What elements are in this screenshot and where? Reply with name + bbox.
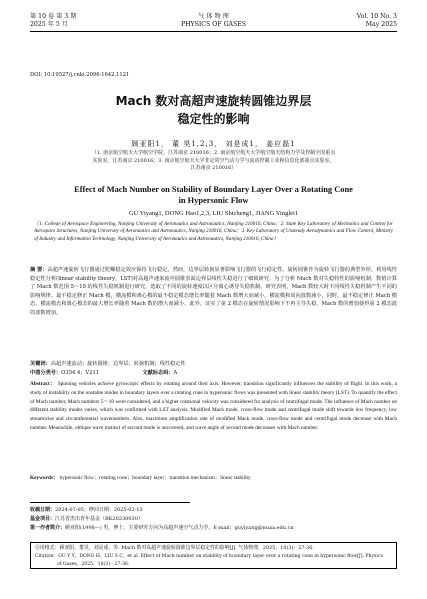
title-en-line1: Effect of Mach Number on Stability of Boundary Layer Over a Rotating Cone xyxy=(74,185,353,194)
issue-date-en: May 2025 xyxy=(365,21,397,28)
title-cn-line2: 稳定性的影响 xyxy=(177,112,250,126)
affiliations-cn xyxy=(40,150,387,173)
journal-issue-en xyxy=(357,13,397,29)
received-label: 收稿日期： xyxy=(30,507,56,513)
fund xyxy=(30,515,143,523)
citation-cn: 引用格式：顾亚阳，董昊，刘是成，等. Mach 数对高超声速旋转圆锥边界层稳定性的影响[J]. 气体物理，2025，10(3)：27-36. xyxy=(35,545,314,551)
title-en-line2: in Hypersonic Flow xyxy=(178,196,249,205)
volume-issue: 第 10 卷 第 3 期 xyxy=(30,13,77,20)
abstract-cn-text: 高超声速旋转飞行器通过陀螺稳定效应保持飞行稳定。然而，边界层转捩显著影响飞行器的飞行稳定性。旋转圆锥作为旋转飞行器的典型外形，利用线性稳定性分析(linear stability theory，LST)对高超声速来流中圆锥表面边界层线性失稳进行了细致研究。为了分析 Mach 数对失稳特性的影响机制，数值计算了 Mach 数范围 5～10 的线性失稳机制进行研究，选取了不同的旋转速度以区分离心诱导失稳机制。研究表明，Mach 数较大时不同线性失稳机制产生不同的影响规律。最不稳定修正 Mach 模，横流模和离心模的最不稳定模态增长率随着 Mach 数增大而减小，横流模和周向波数减小，同时，最不稳定修正 Mach 模态、横流模态和离心模态的最大增长率随着 Mach 数的增大而减小。此外，证实了第 2 模态在旋转情况影响下不再主导失稳，Mach 数的增加使得第 2 模态波的波数增加。 xyxy=(30,267,397,316)
volume-issue-en: Vol. 10 No. 3 xyxy=(356,13,397,20)
journal-name xyxy=(150,13,277,29)
journal-issue xyxy=(30,13,76,29)
citation-box xyxy=(30,542,397,569)
abstract-en-text: Spinning vehicles achieve gyroscopic effects by rotating around their axis. However, transition significantly influences the stability of flight. In this work, a study of instability on the unstable modes in boundary layers over a rotating cone in hypersonic flows was presented with linear stability theory (LST). To quantify the effect of Mach number, Mach numbers 5～10 were considered, and a higher rotational velocity was considered for analysis of centrifugal mode. The influence of Mach number on different stability modes varies, which was confirmed with LST analysis. Modified Mack mode, cross-flow mode and centrifugal mode shift towards low frequency, low streamwise and circumferential wavenumbers. Also, maximum amplification rate of modified Mack mode, cross-flow mode and centrifugal mode decrease with Mach number. Meanwhile, oblique wave instinct of second mode is uncovered, and wave angle of second mode decreases with Mach number. xyxy=(30,381,397,431)
fund-value: 江苏省杰出青年基金（BK20230030） xyxy=(55,516,143,522)
doc-code-label: 文献标志码： xyxy=(142,370,174,376)
received-date xyxy=(30,506,143,514)
abstract-en xyxy=(30,380,397,433)
keywords-cn-label: 关键词： xyxy=(30,361,51,367)
author-bio xyxy=(30,524,294,532)
affiliation-line: 实验室，江苏南京 210016；3. 南京航空航天大学非定常空气动力学与流动控制工业和信息化部重点实验室， xyxy=(92,157,335,164)
bio-value: 顾亚阳(1998—) 男，博士，主要研究方向为高超声速空气动力学。E-mail：guyiyang@nuaa.edu.cn xyxy=(65,525,294,531)
clc-value: O354.4；V211 xyxy=(61,370,100,376)
journal-name-cn: 气 体 物 理 xyxy=(198,13,229,20)
doi: DOI: 10.19527/j.cnki.2096-1642.1121 xyxy=(30,72,130,78)
keywords-en-text: hypersonic flow；rotating cone；boundary layer；transition mechanism；linear stability xyxy=(59,475,251,481)
affiliations-en: （1. College of Aerospace Engineering, Nanjing University of Aeronautics and Astronautics, Nanjing 210016, China；2. State Key Laboratory of Mechanics and Control for Aerospace Structures, Nanjing University of Aeronautics and Astronautics, Nanjing 210016, China；3. Key Laboratory of Unsteady Aerodynamics and Flow Control, Ministry of Industry and Information Technology, Nanjing University of Aeronautics and Astronautics, Nanjing 210016, China） xyxy=(34,221,393,242)
keywords-en-label: Keywords： xyxy=(30,475,59,481)
clc-label: 中图分类号： xyxy=(30,370,62,376)
keywords-cn xyxy=(30,360,397,369)
footnote-rule xyxy=(30,502,190,503)
citation-en-cont: of Gases，2025，10(3)：27-36. xyxy=(57,562,130,568)
abstract-cn xyxy=(30,266,397,317)
received-value: 2024-07-05；修回日期：2025-02-13 xyxy=(55,507,143,513)
journal-name-en: PHYSICS OF GASES xyxy=(180,21,246,28)
authors-cn: 顾亚阳1， 董 昊1,2,3， 刘是成1， 姜应磊1 xyxy=(131,140,296,148)
keywords-cn-text: 高超声速流动；旋转圆锥；边界层；转捩机制；线性稳定性 xyxy=(50,361,186,367)
affiliation-line: （1. 南京航空航天大学航空学院，江苏南京 210016；2. 南京航空航天大学航空航天结构力学及控制全国重点 xyxy=(91,150,336,156)
title-en xyxy=(40,184,387,206)
issue-date: 2025 年 5 月 xyxy=(30,21,68,28)
doc-code-value: A xyxy=(173,370,178,376)
keywords-en xyxy=(30,474,397,483)
classification-cn xyxy=(30,369,397,378)
fund-label: 基金项目： xyxy=(30,516,56,522)
abstract-en-label: Abstract： xyxy=(30,381,56,387)
abstract-cn-label: 摘 要： xyxy=(30,267,48,273)
header-rule xyxy=(30,31,397,32)
title-cn-line1: Mach 数对高超声速旋转圆锥边界层 xyxy=(115,94,312,108)
affiliation-line: 江苏南京 210016） xyxy=(190,165,237,172)
authors-en: GU Yiyang1, DONG Hao1,2,3, LIU Shicheng1, JIANG Yinglei1 xyxy=(128,210,299,217)
citation-en: Citation：GU Y Y，DONG H，LIU S C，et al. Effect of Mach number on stability of boundary layer over a rotating cone in hypersonic flow[J]. Physics xyxy=(35,553,383,559)
bio-label: 第一作者简介： xyxy=(30,525,66,531)
